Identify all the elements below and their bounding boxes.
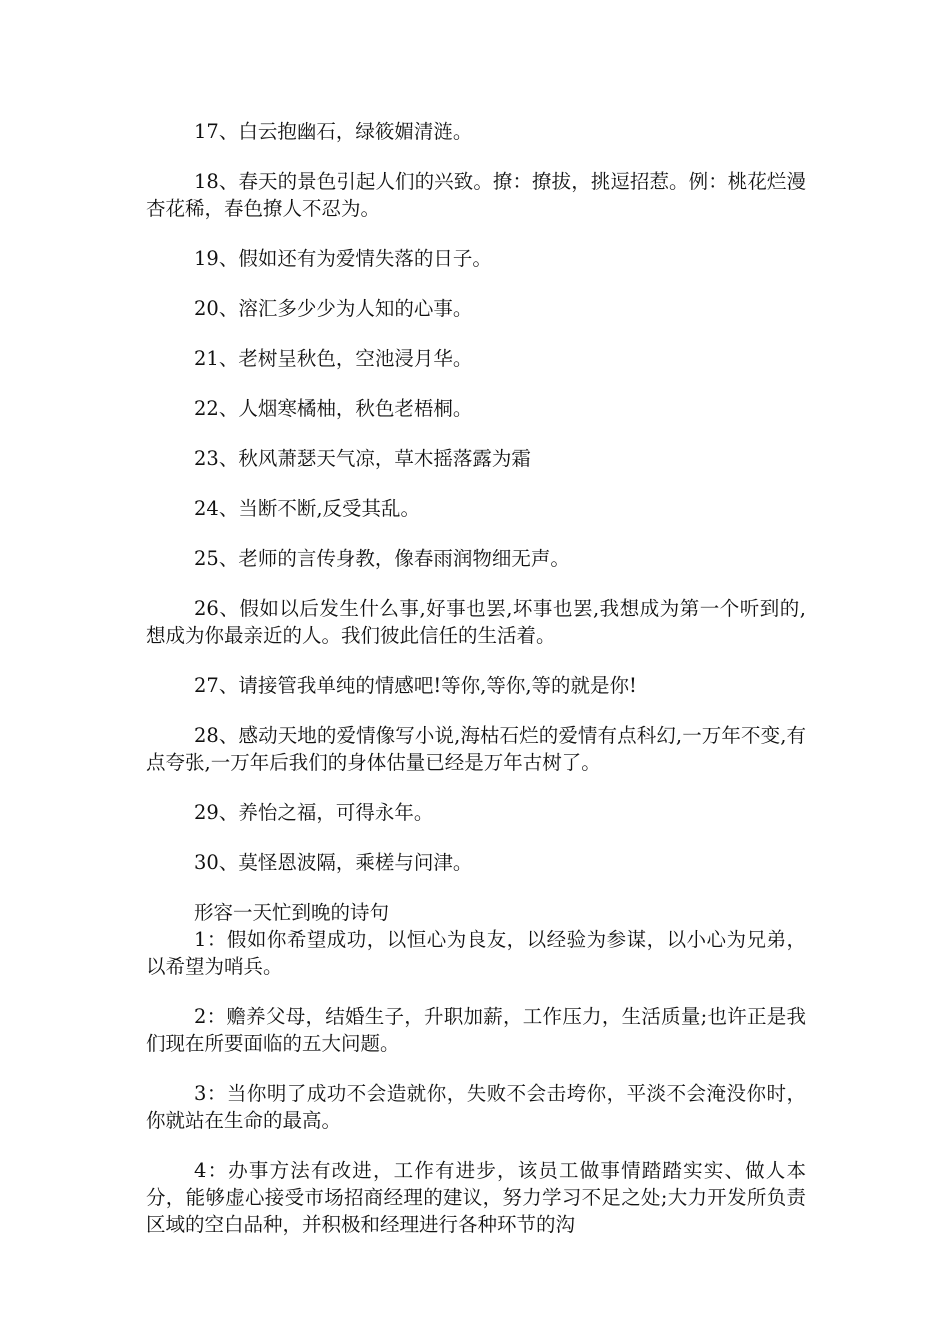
paragraph-27: 27、请接管我单纯的情感吧!等你,等你,等的就是你!	[194, 674, 637, 697]
paragraph-24: 24、当断不断,反受其乱。	[194, 497, 421, 520]
numbered-item-2: 2：赡养父母，结婚生子，升职加薪，工作压力，生活质量;也许正是我们现在所要面临的五大问题。	[146, 1005, 806, 1055]
paragraph-18: 18、春天的景色引起人们的兴致。撩：撩拔，挑逗招惹。例：桃花烂漫杏花稀，春色撩人不忍为。	[146, 170, 806, 220]
paragraph-22: 22、人烟寒橘柚，秋色老梧桐。	[194, 397, 473, 420]
paragraph-28: 28、感动天地的爱情像写小说,海枯石烂的爱情有点科幻,一万年不变,有点夸张,一万年后我们的身体估量已经是万年古树了。	[146, 724, 806, 774]
paragraph-25: 25、老师的言传身教，像春雨润物细无声。	[194, 547, 570, 570]
paragraph-30: 30、莫怪恩波隔，乘槎与问津。	[194, 851, 473, 874]
paragraph-20: 20、溶汇多少少为人知的心事。	[194, 297, 473, 320]
numbered-item-3: 3：当你明了成功不会造就你，失败不会击垮你，平淡不会淹没你时，你就站在生命的最高。	[146, 1082, 806, 1132]
paragraph-19: 19、假如还有为爱情失落的日子。	[194, 247, 492, 270]
paragraph-23: 23、秋风萧瑟天气凉，草木摇落露为霜	[194, 447, 531, 470]
numbered-item-4: 4：办事方法有改进，工作有进步，该员工做事情踏踏实实、做人本分，能够虚心接受市场招商经理的建议，努力学习不足之处;大力开发所负责区域的空白品种，并积极和经理进行各种环节的沟	[146, 1159, 806, 1236]
paragraph-29: 29、养怡之福，可得永年。	[194, 801, 434, 824]
paragraph-17: 17、白云抱幽石，绿筱媚清涟。	[194, 120, 473, 143]
numbered-item-1: 1：假如你希望成功，以恒心为良友，以经验为参谋，以小心为兄弟，以希望为哨兵。	[146, 928, 806, 978]
paragraph-21: 21、老树呈秋色，空池浸月华。	[194, 347, 473, 370]
document-body	[146, 118, 806, 1238]
paragraph-26: 26、假如以后发生什么事,好事也罢,坏事也罢,我想成为第一个听到的,想成为你最亲近的人。我们彼此信任的生活着。	[146, 597, 806, 647]
section-heading: 形容一天忙到晚的诗句	[194, 901, 390, 924]
